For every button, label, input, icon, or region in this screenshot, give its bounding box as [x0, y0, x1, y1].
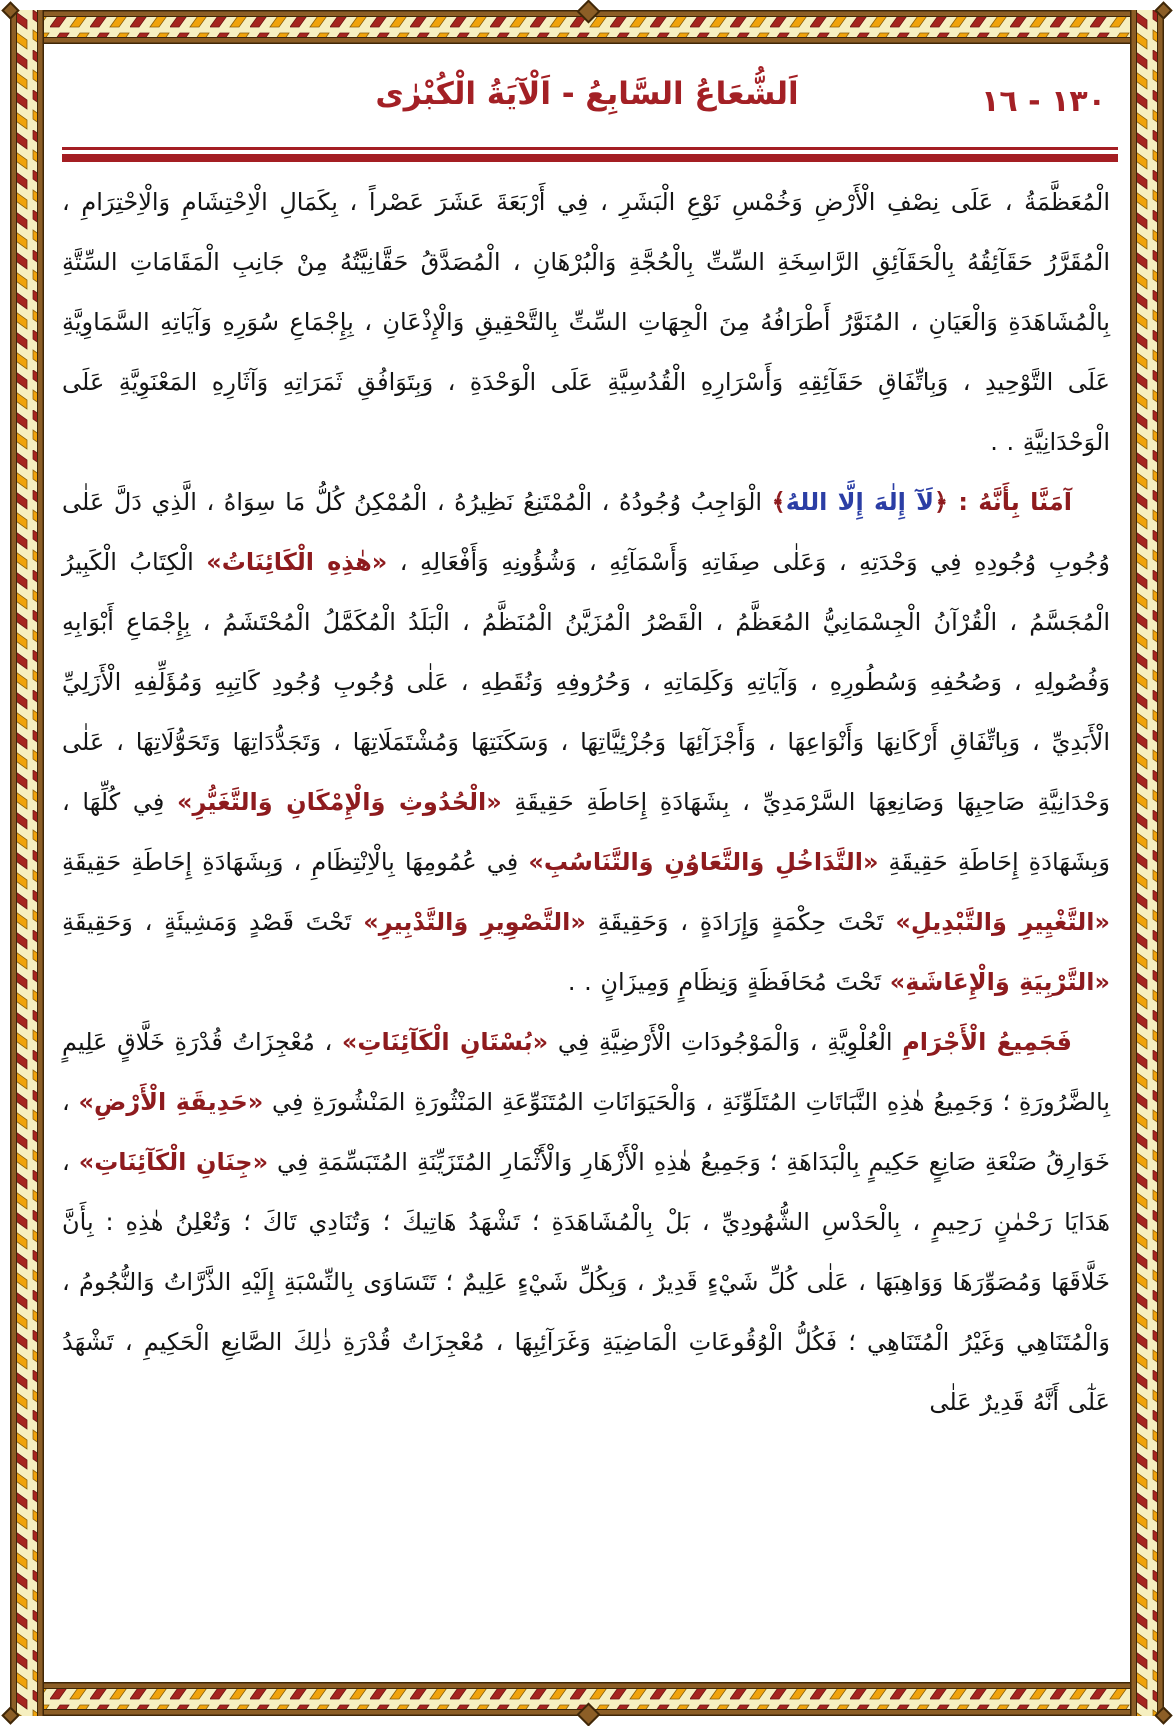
paragraph [62, 1012, 1110, 1432]
highlight-phrase: «بُسْتَانِ الْكَآئِنَاتِ» [341, 1028, 549, 1056]
text-segment: الْوَاجِبُ وُجُودُهُ ، الْمُمْتَنِعُ نَظِيرُهُ ، الْمُمْكِنُ كُلُّ مَا سِوَاهُ ، الَّذِي دَلَّ عَلٰى وُجُوبِ وُجُودِهِ فِي وَحْدَتِهِ ، وَعَلٰى صِفَاتِهِ وَأَسْمَآئِهِ ، وَشُؤُونِهِ وَأَفْعَالِهِ ، [62, 488, 1110, 576]
ornamental-border-left [10, 10, 44, 1716]
text-segment: تَحْتَ قَصْدٍ وَمَشِيئَةٍ ، وَحَقِيقَةِ [62, 908, 364, 936]
highlight-phrase: «الْحُدُوثِ وَالْإِمْكَانِ وَالتَّغَيُّرِ» [176, 788, 502, 816]
quran-quote: لَآ إِلٰهَ إِلَّا اللهُ [785, 488, 934, 516]
text-segment: ، مُعْجِزَاتُ قُدْرَةِ خَلَّاقٍ عَلِيمٍ بِالضَّرُورَةِ ؛ وَجَمِيعُ هٰذِهِ النَّبَاتَاتِ المُتَلَوِّنَةِ ، وَالْحَيَوَانَاتِ المُتَنَوِّعَةِ المَنْثُورَةِ المَنْشُورَةِ فِي [62, 1028, 1110, 1116]
highlight-phrase: «التَّدَاخُلِ وَالتَّعَاوُنِ وَالتَّنَاسُبِ» [528, 848, 879, 876]
ornate-bracket-icon: ﴾ [771, 488, 786, 516]
page-title: اَلشُّعَاعُ السَّابِعُ - اَلْآيَةُ الْكُبْرٰى [375, 76, 799, 112]
highlight-phrase: «التَّصْوِيرِ وَالتَّدْبِيرِ» [363, 908, 586, 936]
highlight-phrase: «التَّغْيِيرِ وَالتَّبْدِيلِ» [895, 908, 1111, 936]
text-segment: فِي عُمُومِهَا بِالْاِنْتِظَامِ ، وَبِشَهَادَةِ إِحَاطَةِ حَقِيقَةِ [62, 848, 529, 876]
body-text [62, 172, 1110, 1672]
text-segment: فِي كُلِّهَا ، وَبِشَهَادَةِ إِحَاطَةِ حَقِيقَةِ [62, 788, 1111, 876]
highlight-phrase: «هٰذِهِ الْكَائِنَاتُ» [206, 548, 388, 576]
text-segment: الْكِتَابُ الْكَبِيرُ الْمُجَسَّمُ ، الْقُرْآنُ الْجِسْمَانِيُّ المُعَظَّمُ ، الْقَصْرُ الْمُزَيَّنُ الْمُنَظَّمُ ، الْبَلَدُ الْمُكَمَّلُ الْمُحْتَشَمُ ، بِإِجْمَاعِ أَبْوَابِهِ وَفُصُولِهِ ، وَصُحُفِهِ وَسُطُورِهِ ، وَآيَاتِهِ وَكَلِمَاتِهِ ، وَحُرُوفِهِ وَنُقَطِهِ ، عَلٰى وُجُوبِ وُجُودِ كَاتِبِهِ وَمُؤَلِّفِهِ الْأَزَلِيِّ الْأَبَدِيِّ ، وَبِاتِّفَاقِ أَرْكَانِهَا وَأَنْوَاعِهَا ، وَأَجْزَآئِهَا وَجُزْئِيَّاتِهَا ، وَسَكَنَتِهَا وَمُشْتَمَلَاتِهَا ، وَتَجَدُّدَاتِهَا وَتَحَوُّلَاتِهَا ، عَلٰى وَحْدَانِيَّةِ صَاحِبِهَا وَصَانِعِهَا السَّرْمَدِيِّ ، بِشَهَادَةِ إِحَاطَةِ حَقِيقَةِ [62, 548, 1110, 816]
highlight-phrase: آمَنَّا بِأَنَّهُ : [948, 488, 1072, 516]
page-header [62, 76, 1112, 146]
text-segment: تَحْتَ مُحَافَظَةٍ وَنِظَامٍ وَمِيزَانٍ . . [567, 968, 890, 996]
text-segment: الْعُلْوِيَّةِ ، وَالْمَوْجُودَاتِ الْأَرْضِيَّةِ فِي [548, 1028, 903, 1056]
text-segment: تَحْتَ حِكْمَةٍ وَإِرَادَةٍ ، وَحَقِيقَةِ [585, 908, 896, 936]
highlight-phrase: «التَّرْبِيَةِ وَالْإِعَاشَةِ» [889, 968, 1110, 996]
page-numbers: ١٣٠ - ١٦ [981, 84, 1106, 119]
highlight-phrase: فَجَمِيعُ الْأَجْرَامِ [902, 1028, 1073, 1056]
ornate-bracket-icon: ﴿ [933, 488, 949, 516]
divider-thin-rule [62, 147, 1118, 150]
paragraph [62, 172, 1110, 472]
paragraph [62, 472, 1110, 1012]
text-segment: ، خَوَارِقُ صَنْعَةِ صَانِعٍ حَكِيمٍ بِالْبَدَاهَةِ ؛ وَجَمِيعُ هٰذِهِ الْأَزْهَارِ وَالْأَثْمَارِ المُتَزَيِّنَةِ المُتَبَسِّمَةِ فِي [62, 1088, 1110, 1176]
highlight-phrase: «حَدِيقَةِ الْأَرْضِ» [78, 1088, 264, 1116]
text-segment: الْمُعَظَّمَةُ ، عَلَى نِصْفِ الْأَرْضِ وَخُمْسِ نَوْعِ الْبَشَرِ ، فِي أَرْبَعَةَ عَشَرَ عَصْراً ، بِكَمَالِ الْاِحْتِشَامِ وَالْاِحْتِرَامِ ، الْمُقَرَّرُ حَقَآئِقُهُ بِالْحَقَآئِقِ الرَّاسِخَةِ السِّتِّ بِالْحُجَّةِ وَالْبُرْهَانِ ، الْمُصَدَّقُ حَقَّانِيَّتُهُ مِنْ جَانِبِ الْمَقَامَاتِ السِّتَّةِ بِالْمُشَاهَدَةِ وَالْعَيَانِ ، المُنَوَّرُ أَطْرَافُهُ مِنَ الْجِهَاتِ السِّتِّ بِالتَّحْقِيقِ وَالْإِذْعَانِ ، بِإِجْمَاعِ سُوَرِهِ وَآيَاتِهِ السَّمَاوِيَّةِ عَلَى التَّوْحِيدِ ، وَبِاتِّفَاقِ حَقَآئِقِهِ وَأَسْرَارِهِ الْقُدُسِيَّةِ عَلَى الْوَحْدَةِ ، وَبِتَوَافُقِ ثَمَرَاتِهِ وَآثَارِهِ المَعْنَوِيَّةِ عَلَى الْوَحْدَانِيَّةِ . . [62, 188, 1110, 456]
header-divider [62, 147, 1118, 162]
ornamental-border-right [1130, 10, 1164, 1716]
divider-thick-rule [62, 154, 1118, 162]
text-segment: ، هَدَايَا رَحْمٰنٍ رَحِيمٍ ، بِالْحَدْسِ الشُّهُودِيِّ ، بَلْ بِالْمُشَاهَدَةِ ؛ تَشْهَدُ هَاتِيكَ ؛ وَتُنَادِي تَاكَ ؛ وَتُعْلِنُ هٰذِهِ : بِأَنَّ خَلَّاقَهَا وَمُصَوِّرَهَا وَوَاهِبَهَا ، عَلٰى كُلِّ شَيْءٍ قَدِيرٌ ، وَبِكُلِّ شَيْءٍ عَلِيمٌ ؛ تَتَسَاوَى بِالنِّسْبَةِ إِلَيْهِ الذَّرَّاتُ وَالنُّجُومُ ، وَالْمُتَنَاهِي وَغَيْرُ الْمُتَنَاهِي ؛ فَكُلُّ الْوُقُوعَاتِ الْمَاضِيَةِ وَغَرَآئِبِهَا ، مُعْجِزَاتُ قُدْرَةِ ذٰلِكَ الصَّانِعِ الْحَكِيمِ ، تَشْهَدُ عَلٰٓى أَنَّهُ قَدِيرٌ عَلٰى [62, 1148, 1110, 1416]
highlight-phrase: «جِنَانِ الْكَآئِنَاتِ» [78, 1148, 269, 1176]
